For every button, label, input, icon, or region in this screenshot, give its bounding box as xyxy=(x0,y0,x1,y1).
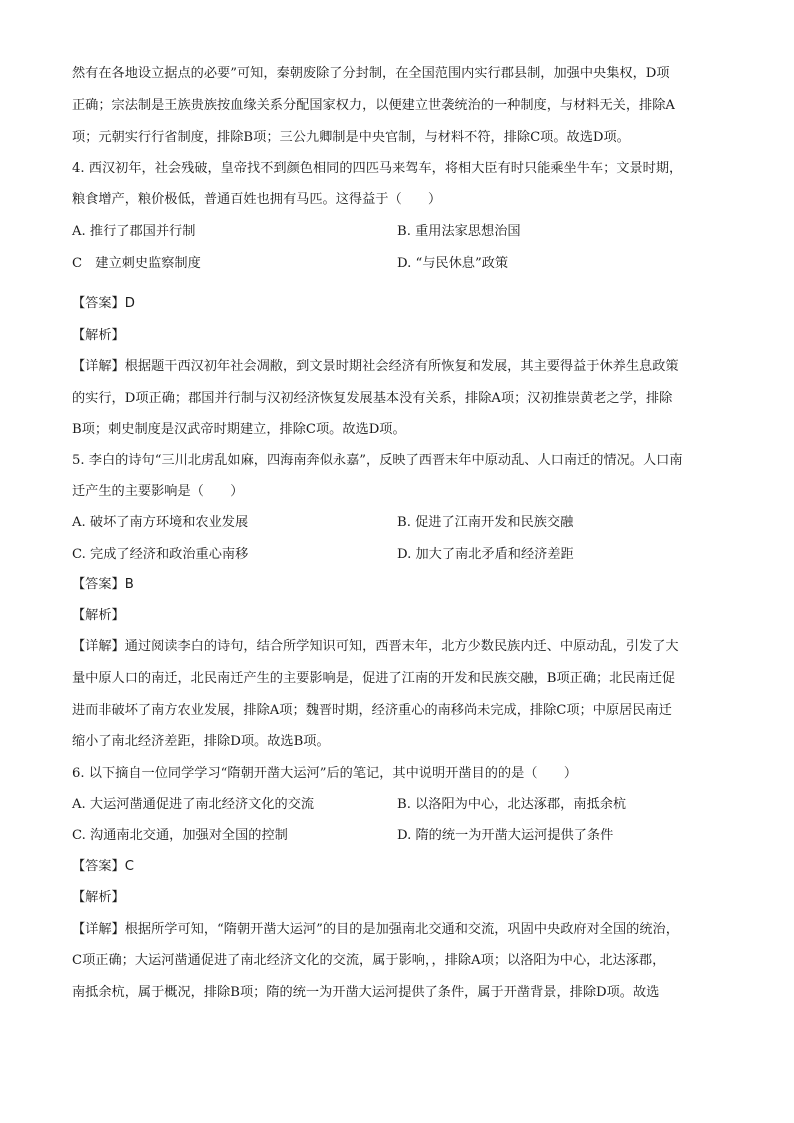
q4-detail-line: 【详解】根据题干西汉初年社会凋敝，到文景时期社会经济有所恢复和发展，其主要得益于休养生息政策 xyxy=(72,359,679,374)
q4-option-b: B. 重用法家思想治国 xyxy=(397,224,521,239)
prev-explanation-line: 项；元朝实行行省制度，排除B项；三公九卿制是中央官制，与材料不符，排除C项。故选D项。 xyxy=(72,130,630,145)
q5-detail-line: 【详解】通过阅读李白的诗句，结合所学知识可知，西晋末年，北方少数民族内迁、中原动乱，引发了大 xyxy=(72,639,679,654)
prev-explanation-line: 然有在各地设立据点的必要”可知，秦朝废除了分封制，在全国范围内实行郡县制，加强中央集权，D项 xyxy=(72,66,670,81)
q4-analysis-label: 【解析】 xyxy=(72,328,125,343)
q4-detail-line: 的实行，D项正确；郡国并行制与汉初经济恢复发展基本没有关系，排除A项；汉初推崇黄老之学，排除 xyxy=(72,391,673,406)
q5-option-d: D. 加大了南北矛盾和经济差距 xyxy=(397,547,574,562)
q5-option-b: B. 促进了江南开发和民族交融 xyxy=(397,515,574,530)
q4-option-c: C 建立刺史监察制度 xyxy=(72,256,201,271)
q5-answer: 【答案】B xyxy=(72,577,134,592)
q5-detail-line: 进而非破坏了南方农业发展，排除A项；魏晋时期，经济重心的南移尚未完成，排除C项；中原居民南迁 xyxy=(72,703,672,718)
q6-answer: 【答案】C xyxy=(72,859,134,874)
q5-option-a: A. 破坏了南方环境和农业发展 xyxy=(72,515,249,530)
q5-stem-line: 5. 李白的诗句“三川北虏乱如麻，四海南奔似永嘉”，反映了西晋末年中原动乱、人口南迁的情况。人口南 xyxy=(72,453,683,468)
q6-option-a: A. 大运河凿通促进了南北经济文化的交流 xyxy=(72,797,315,812)
q4-detail-line: B项；刺史制度是汉武帝时期建立，排除C项。故选D项。 xyxy=(72,422,406,437)
q4-stem-line: 4. 西汉初年，社会残破，皇帝找不到颜色相同的四匹马来驾车，将相大臣有时只能乘坐牛车；文景时期， xyxy=(72,161,683,176)
q4-answer: 【答案】D xyxy=(72,296,135,311)
q5-stem-line: 迁产生的主要影响是（ ） xyxy=(72,484,244,499)
q4-option-a: A. 推行了郡国并行制 xyxy=(72,224,196,239)
q6-detail-line: 南抵余杭，属于概况，排除B项；隋的统一为开凿大运河提供了条件，属于开凿背景，排除D项。故选 xyxy=(72,985,660,1000)
q6-option-d: D. 隋的统一为开凿大运河提供了条件 xyxy=(397,828,614,843)
q6-stem-line: 6. 以下摘自一位同学学习“隋朝开凿大运河”后的笔记，其中说明开凿目的的是（ ） xyxy=(72,766,578,781)
q4-stem-line: 粮食增产，粮价极低，普通百姓也拥有马匹。这得益于（ ） xyxy=(72,192,442,207)
q5-detail-line: 量中原人口的南迁，北民南迁产生的主要影响是，促进了江南的开发和民族交融，B项正确；北民南迁促 xyxy=(72,671,676,686)
prev-explanation-line: 正确；宗法制是王族贵族按血缘关系分配国家权力，以便建立世袭统治的一种制度，与材料无关，排除A xyxy=(72,98,675,113)
q6-detail-line: C项正确；大运河凿通促进了南北经济文化的交流，属于影响，，排除A项；以洛阳为中心，北达涿郡， xyxy=(72,953,666,968)
q6-detail-line: 【详解】根据所学可知，“隋朝开凿大运河”的目的是加强南北交通和交流，巩固中央政府对全国的统治， xyxy=(72,922,679,937)
q6-analysis-label: 【解析】 xyxy=(72,890,125,905)
q5-analysis-label: 【解析】 xyxy=(72,608,125,623)
q5-option-c: C. 完成了经济和政治重心南移 xyxy=(72,547,249,562)
q6-option-b: B. 以洛阳为中心，北达涿郡，南抵余杭 xyxy=(397,797,627,812)
q4-option-d: D. “与民休息”政策 xyxy=(397,256,509,271)
q6-option-c: C. 沟通南北交通，加强对全国的控制 xyxy=(72,828,288,843)
q5-detail-line: 缩小了南北经济差距，排除D项。故选B项。 xyxy=(72,734,330,749)
